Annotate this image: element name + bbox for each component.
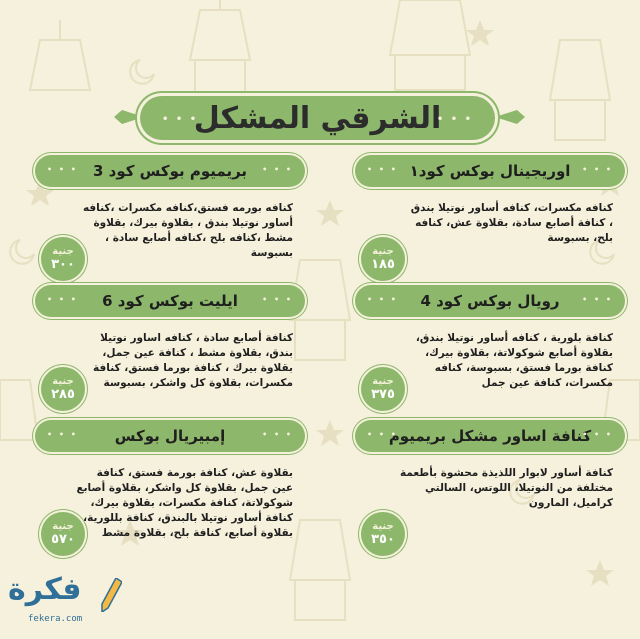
card-name-ribbon: • • • إمبيريال بوكس • • •	[35, 420, 305, 452]
logo-url: fekera.com	[28, 614, 83, 624]
card-name: اوريجينال بوكس كود١	[409, 162, 571, 180]
card-description: كنافة أساور لابوار اللذيذة محشوة بأطعمة مختلفة من النوتيلا، اللوتس، السالتي كراميل، المارون	[399, 467, 613, 509]
card-name-ribbon: • • • رويال بوكس كود 4 • • •	[355, 285, 625, 317]
page-title-text: الشرقي المشكل	[193, 100, 442, 136]
crescent-icon	[130, 60, 154, 84]
card-description: كنافه مكسرات، كنافه أساور نوتيلا بندق ، كنافة أصابع سادة، بقلاوة عش، كنافه بلح، بسبوسة	[410, 202, 613, 244]
price-badge	[361, 367, 405, 411]
card-description: كنافة بلورية ، كنافه أساور نوتيلا بندق، بقلاوة أصابع شوكولاتة، بقلاوة بيرك، كنافة بورما فستق، بسبوسة، كنافه مكسرات، كنافة عين جمل	[415, 332, 613, 389]
banner-wing-right	[495, 110, 525, 124]
card-name: بريميوم بوكس كود 3	[92, 162, 248, 180]
currency-label: جنية	[52, 521, 74, 532]
currency-label: جنية	[52, 376, 74, 387]
logo-word: فكرة	[8, 572, 82, 607]
price-value: ٢٨٥	[51, 387, 75, 402]
decor-dots: • • •	[162, 114, 199, 125]
crescent-icon	[10, 240, 34, 264]
card-name: إمبيريال بوكس	[114, 427, 226, 445]
currency-label: جنية	[372, 376, 394, 387]
card-name-ribbon: • • • كنافة اساور مشكل بريميوم • • •	[355, 420, 625, 452]
menu-card	[35, 285, 305, 410]
menu-card	[35, 155, 305, 280]
lantern-icon	[0, 380, 38, 440]
price-value: ٣٥٠	[371, 532, 395, 547]
star-icon	[316, 420, 344, 446]
currency-label: جنية	[372, 521, 394, 532]
lantern-icon	[190, 0, 250, 100]
price-badge	[41, 367, 85, 411]
card-description: كنافة أصابع سادة ، كنافه اساور نوتيلا بندق، بقلاوة مشط ، كنافة عين جمل، بقلاوة بيرك ، كنافة بورما فستق، كنافة مكسرات، بقلاوة كل واشكر، بسبوسة	[93, 332, 293, 389]
card-name-ribbon: • • • اوريجينال بوكس كود١ • • •	[355, 155, 625, 187]
pen-icon	[100, 578, 122, 612]
decor-dots: • • •	[436, 114, 473, 125]
star-icon	[586, 560, 614, 586]
card-description: كنافه بورمه فستق،كنافه مكسرات ،كنافه أساور نوتيلا بندق ، بقلاوة بيرك، بقلاوة مشط ،كنافه بلح ،كنافه أصابع سادة ، بسبوسة	[82, 202, 293, 259]
price-value: ٣٠٠	[51, 257, 75, 272]
card-name-ribbon: • • • ايليت بوكس كود 6 • • •	[35, 285, 305, 317]
price-badge	[41, 237, 85, 281]
price-value: ١٨٥	[371, 257, 395, 272]
menu-card	[35, 420, 305, 545]
price-badge	[361, 512, 405, 556]
price-value: ٣٧٥	[371, 387, 395, 402]
price-badge	[41, 512, 85, 556]
lantern-icon	[550, 40, 610, 140]
star-icon	[316, 200, 344, 226]
currency-label: جنية	[372, 246, 394, 257]
card-description: بقلاوة عش، كنافة بورمة فستق، كنافة عين جمل، بقلاوة كل واشكر، بقلاوة أصابع شوكولاتة، كنافة مكسرات، بقلاوة بيرك، كنافة أساور نوتيلا بالبندق، كنافة بللورية، بقلاوة أصابع، كنافة بلح، بقلاوة مشط	[76, 467, 293, 539]
star-icon	[466, 20, 494, 46]
lantern-icon	[390, 0, 470, 90]
price-badge	[361, 237, 405, 281]
card-name: كنافة اساور مشكل بريميوم	[388, 427, 592, 445]
card-name: رويال بوكس كود 4	[420, 292, 560, 310]
card-name: ايليت بوكس كود 6	[102, 292, 238, 310]
menu-card	[355, 420, 625, 545]
page-title	[140, 96, 495, 140]
menu-card	[355, 155, 625, 280]
card-name-ribbon: • • • بريميوم بوكس كود 3 • • •	[35, 155, 305, 187]
fekera-logo	[8, 572, 123, 632]
menu-card	[355, 285, 625, 410]
lantern-icon	[30, 20, 90, 90]
price-value: ٥٧٠	[51, 532, 75, 547]
currency-label: جنية	[52, 246, 74, 257]
